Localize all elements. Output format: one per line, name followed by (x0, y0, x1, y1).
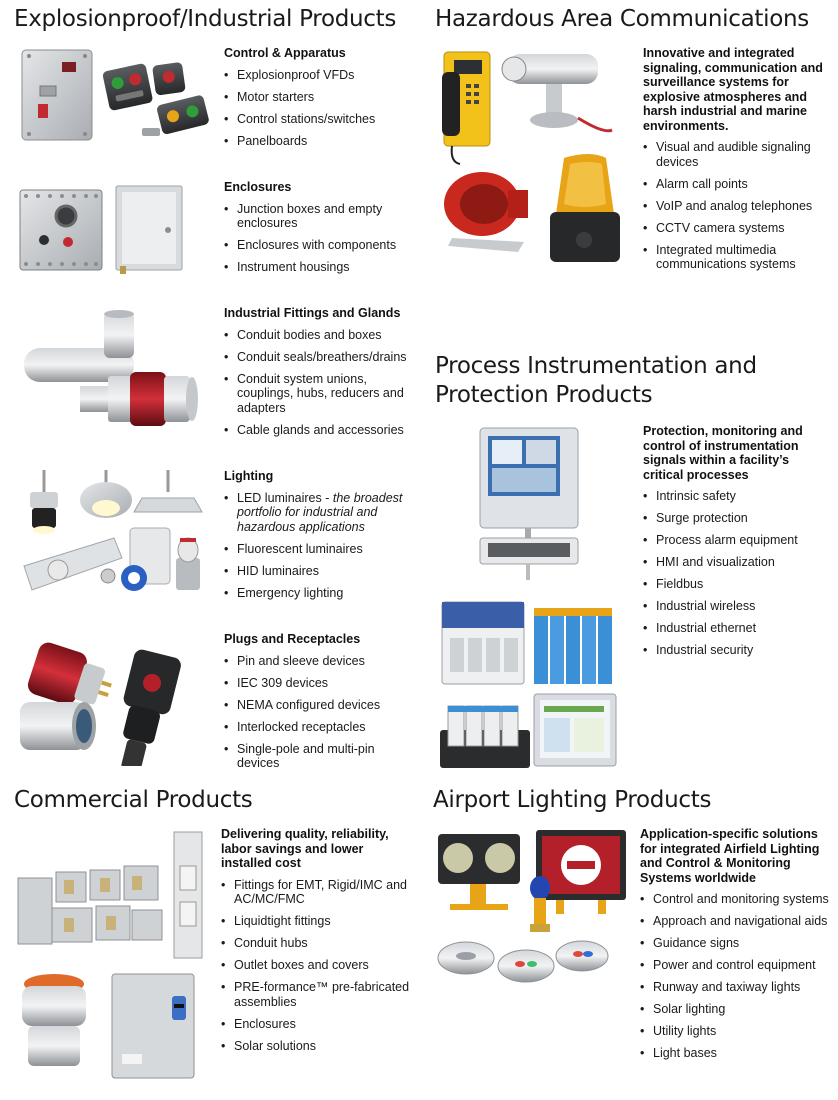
list-item: • Single-pole and multi-pin devices (224, 742, 414, 771)
list-item: • Motor starters (224, 90, 424, 105)
list-item: • NEMA configured devices (224, 698, 414, 713)
list-item: • Emergency lighting (224, 586, 424, 601)
section-title-hazardous: Hazardous Area Communications (435, 6, 809, 32)
hazardous-intro: Innovative and integrated signaling, communication and surveillance systems for explosive atmospheres and harsh industrial and marine environments. (643, 46, 823, 133)
led-prefix: LED luminaires - (237, 490, 333, 505)
airport-intro: Application-specific solutions for integrated Airfield Lighting and Control & Monitoring Systems worldwide (640, 827, 820, 885)
process-block (643, 424, 829, 665)
section-title-process (435, 352, 757, 410)
fittings-image (18, 306, 208, 434)
list-item: • Interlocked receptacles (224, 720, 414, 735)
list-item: • Instrument housings (224, 260, 424, 275)
list-item: • Liquidtight fittings (221, 914, 411, 929)
hazardous-image (434, 44, 630, 270)
process-title-line2: Protection Products (435, 382, 653, 408)
enclosures-block (224, 180, 424, 282)
list-item: • Control and monitoring systems (640, 892, 834, 907)
list-item: • Solar solutions (221, 1039, 411, 1054)
fittings-heading: Industrial Fittings and Glands (224, 306, 401, 320)
section-title-airport: Airport Lighting Products (433, 787, 712, 813)
section-title-explosionproof: Explosionproof/Industrial Products (14, 6, 397, 32)
list-item: • Outlet boxes and covers (221, 958, 411, 973)
plugs-block (224, 632, 414, 778)
lighting-block (224, 469, 424, 608)
list-item: • Alarm call points (643, 177, 829, 192)
process-image (434, 424, 630, 772)
list-item: • Visual and audible signaling devices (643, 140, 829, 169)
plugs-image (16, 632, 208, 766)
commercial-block (221, 827, 411, 1061)
list-item: • Enclosures (221, 1017, 411, 1032)
hazardous-block (643, 46, 829, 279)
list-item: • Cable glands and accessories (224, 423, 420, 438)
list-item: • Conduit bodies and boxes (224, 328, 420, 343)
list-item: • Intrinsic safety (643, 489, 829, 504)
list-item: • HMI and visualization (643, 555, 829, 570)
list-item: • Pin and sleeve devices (224, 654, 414, 669)
led-description: the broadest portfolio for industrial and hazardous applications (237, 490, 403, 534)
enclosures-image (16, 182, 196, 276)
list-item: • Panelboards (224, 134, 424, 149)
list-item: • Control stations/switches (224, 112, 424, 127)
list-item: • CCTV camera systems (643, 221, 829, 236)
section-title-commercial: Commercial Products (14, 787, 253, 813)
list-item: • Fluorescent luminaires (224, 542, 424, 557)
list-item: • IEC 309 devices (224, 676, 414, 691)
list-item: • Conduit hubs (221, 936, 411, 951)
list-item: • Integrated multimedia communications systems (643, 243, 829, 272)
fittings-block (224, 306, 420, 445)
list-item: • PRE-formance™ pre-fabricated assemblies (221, 980, 411, 1009)
airport-image (432, 828, 632, 988)
list-item: • Industrial wireless (643, 599, 829, 614)
list-item: • Light bases (640, 1046, 834, 1061)
plugs-heading: Plugs and Receptacles (224, 632, 361, 646)
lighting-image (18, 470, 208, 600)
list-item: • Conduit seals/breathers/drains (224, 350, 420, 365)
list-item: • Conduit system unions, couplings, hubs, reducers and adapters (224, 372, 420, 416)
process-title-line1: Process Instrumentation and (435, 353, 757, 379)
list-item: • Explosionproof VFDs (224, 68, 424, 83)
list-item: • Power and control equipment (640, 958, 834, 973)
list-item (224, 491, 424, 535)
airport-block (640, 827, 834, 1068)
process-intro: Protection, monitoring and control of instrumentation signals within a facility’s critical processes (643, 424, 803, 482)
list-item: • Fittings for EMT, Rigid/IMC and AC/MC/FMC (221, 878, 411, 907)
enclosures-heading: Enclosures (224, 180, 292, 194)
list-item: • Surge protection (643, 511, 829, 526)
control-apparatus-heading: Control & Apparatus (224, 46, 346, 60)
commercial-intro: Delivering quality, reliability, labor savings and lower installed cost (221, 827, 389, 870)
list-item: • VoIP and analog telephones (643, 199, 829, 214)
list-item: • Process alarm equipment (643, 533, 829, 548)
list-item: • Guidance signs (640, 936, 834, 951)
list-item: • Runway and taxiway lights (640, 980, 834, 995)
list-item: • HID luminaires (224, 564, 424, 579)
lighting-heading: Lighting (224, 469, 274, 483)
list-item: • Junction boxes and empty enclosures (224, 202, 424, 231)
list-item: • Approach and navigational aids (640, 914, 834, 929)
list-item: • Fieldbus (643, 577, 829, 592)
list-item: • Solar lighting (640, 1002, 834, 1017)
list-item: • Industrial security (643, 643, 829, 658)
list-item: • Enclosures with components (224, 238, 424, 253)
control-apparatus-block (224, 46, 424, 156)
control-apparatus-image (16, 44, 216, 144)
commercial-image (12, 826, 212, 1082)
list-item: • Industrial ethernet (643, 621, 829, 636)
list-item: • Utility lights (640, 1024, 834, 1039)
